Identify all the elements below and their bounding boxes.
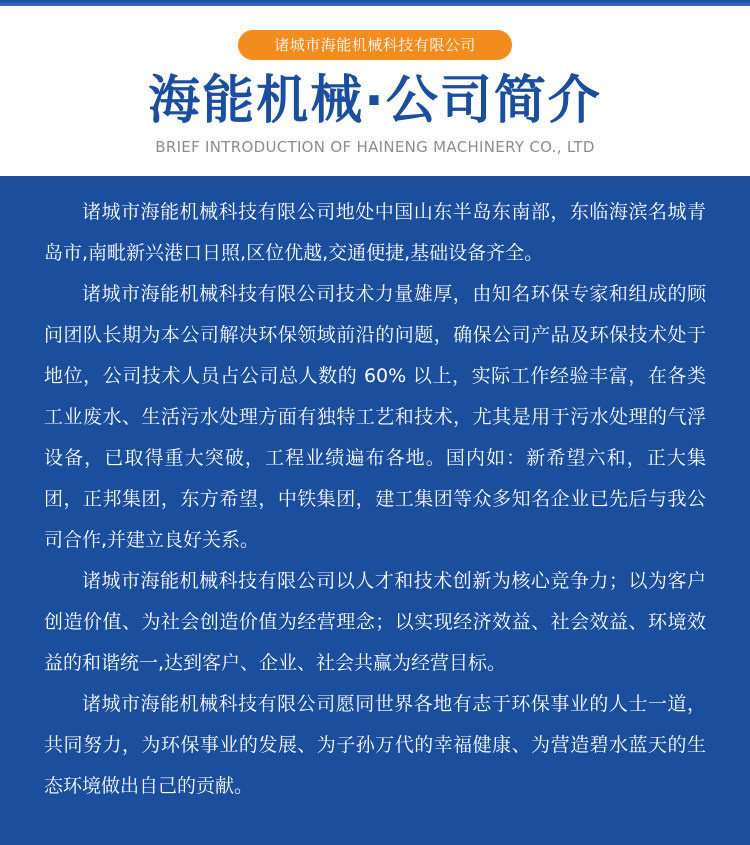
page-subtitle: BRIEF INTRODUCTION OF HAINENG MACHINERY CO., LTD [155, 138, 595, 156]
intro-paragraph-philosophy: 诸城市海能机械科技有限公司以人才和技术创新为核心竞争力；以为客户创造价值、为社会创造价值为经营理念；以实现经济效益、社会效益、环境效益的和谐统一,达到客户、企业、社会共赢为经营目标。 [44, 570, 706, 674]
intro-paragraph-vision: 诸城市海能机械科技有限公司愿同世界各地有志于环保事业的人士一道，共同努力，为环保事业的发展、为子孙万代的幸福健康、为营造碧水蓝天的生态环境做出自己的贡献。 [44, 693, 706, 797]
page-title: 海能机械·公司简介 [148, 71, 602, 131]
intro-body [44, 192, 706, 807]
intro-paragraph-technology: 诸城市海能机械科技有限公司技术力量雄厚，由知名环保专家和组成的顾问团队长期为本公司解决环保领域前沿的问题，确保公司产品及环保技术处于地位，公司技术人员占公司总人数的 60% 以上，实际工作经验丰富，在各类工业废水、生活污水处理方面有独特工艺和技术，尤其是用于污水处理的气浮设备，已取得重大突破，工程业绩遍布各地。国内如：新希望六和，正大集团，正邦集团，东方希望，中铁集团，建工集团等众多知名企业已先后与我公司合作,并建立良好关系。 [44, 283, 706, 551]
intro-paragraph-location: 诸城市海能机械科技有限公司地处中国山东半岛东南部，东临海滨名城青岛市,南毗新兴港口日照,区位优越,交通便捷,基础设备齐全。 [44, 201, 706, 264]
intro-section [0, 176, 750, 845]
header [0, 6, 750, 176]
company-name-badge: 诸城市海能机械科技有限公司 [238, 30, 512, 60]
